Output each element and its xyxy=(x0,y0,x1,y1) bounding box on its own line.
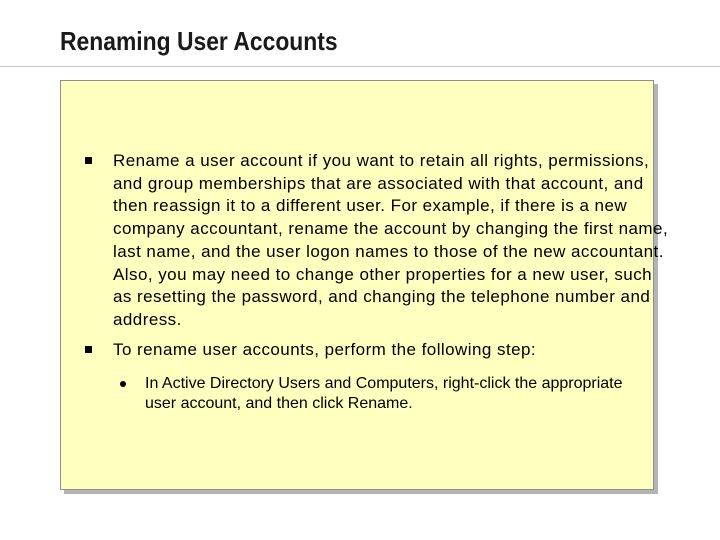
sub-bullet-text xyxy=(145,374,650,414)
bullet-text xyxy=(113,150,669,332)
sub-bullet-text-line: user account, and then click Rename. xyxy=(145,395,413,412)
slide-title: Renaming User Accounts xyxy=(60,26,338,56)
sub-bullet-text-line: In Active Directory Users and Computers, right-click the appropriate xyxy=(145,375,623,392)
bullet-text-line: as resetting the password, and changing the telephone number and xyxy=(113,287,651,307)
bullet-text-line: then reassign it to a different user. For example, if there is a new xyxy=(113,196,628,216)
title-divider xyxy=(0,66,720,67)
bullet-text xyxy=(113,339,653,362)
square-bullet-icon xyxy=(85,346,92,353)
bullet-text-line: last name, and the user logon names to those of the new accountant. xyxy=(113,241,664,261)
bullet-text-line: address. xyxy=(113,309,182,329)
bullet-text-line: Also, you may need to change other properties for a new user, such xyxy=(113,264,653,284)
bullet-text-line: To rename user accounts, perform the following step: xyxy=(113,340,537,359)
bullet-text-line: Rename a user account if you want to retain all rights, permissions, xyxy=(113,151,650,170)
bullet-text-line: company accountant, rename the account by changing the first name, xyxy=(113,219,669,239)
square-bullet-icon xyxy=(85,157,92,164)
bullet-text-line: and group memberships that are associated with that account, and xyxy=(113,173,644,193)
round-bullet-icon xyxy=(120,381,126,387)
